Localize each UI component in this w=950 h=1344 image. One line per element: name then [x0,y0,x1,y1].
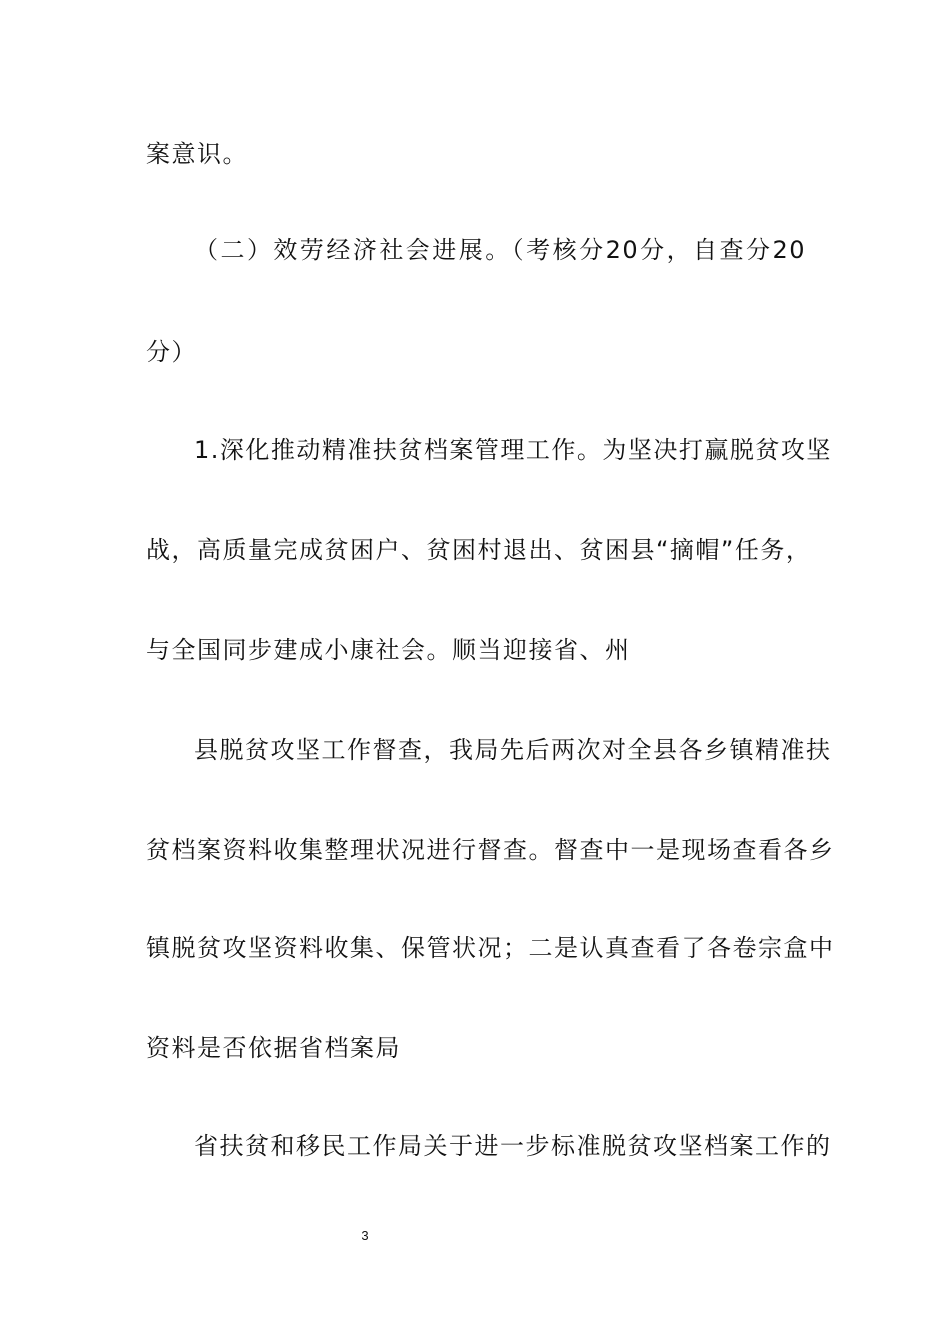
text-line-7: 县脱贫攻坚工作督查，我局先后两次对全县各乡镇精准扶 [194,736,832,764]
text-line-4: 1.深化推动精准扶贫档案管理工作。为坚决打赢脱贫攻坚 [194,436,832,464]
text-line-5: 战，高质量完成贫困户、贫困村退出、贫困县“摘帽”任务， [146,536,812,564]
text-line-10: 资料是否依据省档案局 [146,1034,401,1062]
text-line-3: 分） [146,338,197,366]
text-line-1: 案意识。 [146,140,248,168]
text-line-6: 与全国同步建成小康社会。顺当迎接省、州 [146,636,631,664]
text-line-9: 镇脱贫攻坚资料收集、保管状况；二是认真查看了各卷宗盒中 [146,934,835,962]
text-line-2: （二）效劳经济社会进展。（考核分20分，自查分20 [194,236,806,264]
text-line-8: 贫档案资料收集整理状况进行督查。督查中一是现场查看各乡 [146,836,835,864]
text-line-11: 省扶贫和移民工作局关于进一步标准脱贫攻坚档案工作的 [194,1132,832,1160]
page-number: 3 [361,1228,369,1243]
